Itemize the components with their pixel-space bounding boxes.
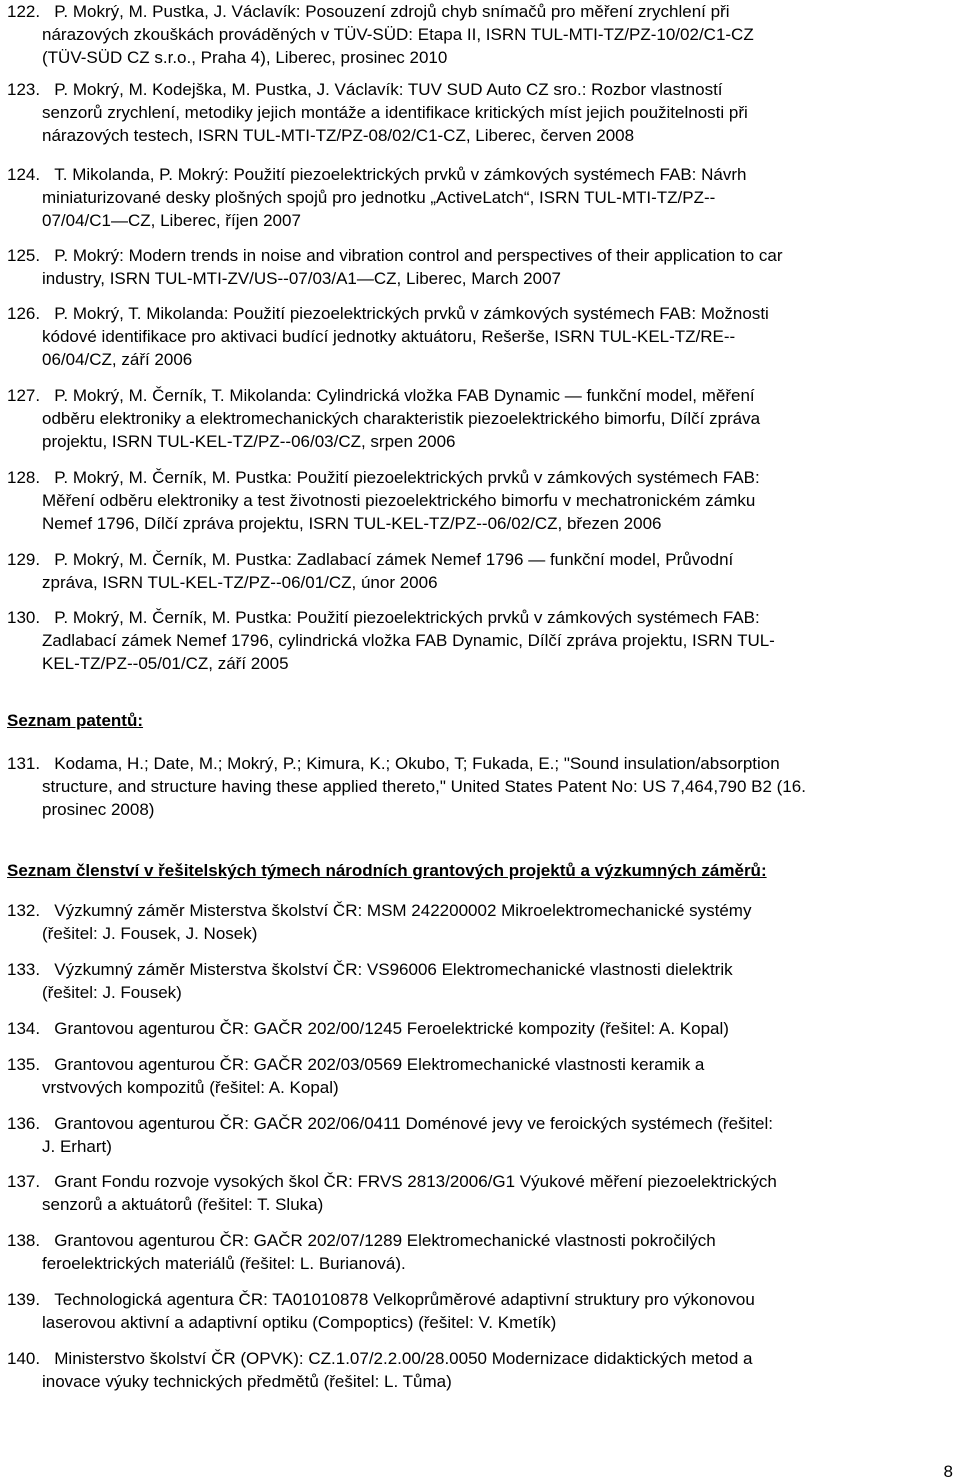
- reference-line: odběru elektroniky a elektromechanických charakteristik piezoelektrického bimorfu, Dílčí zpráva: [42, 409, 761, 428]
- section-heading-memberships: Seznam členství v řešitelských týmech národních grantových projektů a výzkumných záměrů:: [7, 861, 767, 880]
- reference-line: nárazových zkouškách prováděných v TÜV-SÜD: Etapa II, ISRN TUL-MTI-TZ/PZ-10/02/C1-CZ: [42, 25, 754, 44]
- reference-line: 06/04/CZ, září 2006: [42, 350, 193, 369]
- reference-140: [7, 1347, 957, 1393]
- reference-line: inovace výuky technických předmětů (řešitel: L. Tůma): [42, 1372, 452, 1391]
- reference-line: industry, ISRN TUL-MTI-ZV/US--07/03/A1—CZ, Liberec, March 2007: [42, 269, 561, 288]
- reference-line: senzorů a aktuátorů (řešitel: T. Sluka): [42, 1195, 324, 1214]
- reference-line: 122. P. Mokrý, M. Pustka, J. Václavík: Posouzení zdrojů chyb snímačů pro měření zrychlení při: [7, 2, 730, 21]
- reference-126: [7, 302, 957, 371]
- reference-line: zpráva, ISRN TUL-KEL-TZ/PZ--06/01/CZ, únor 2006: [42, 573, 438, 592]
- reference-line: 123. P. Mokrý, M. Kodejška, M. Pustka, J. Václavík: TUV SUD Auto CZ sro.: Rozbor vlastností: [7, 80, 723, 99]
- reference-line: 127. P. Mokrý, M. Černík, T. Mikolanda: Cylindrická vložka FAB Dynamic — funkční model, měření: [7, 386, 755, 405]
- reference-132: [7, 899, 957, 945]
- reference-122: [7, 0, 957, 69]
- reference-129: [7, 548, 957, 594]
- reference-line: feroelektrických materiálů (řešitel: L. Burianová).: [42, 1254, 406, 1273]
- reference-line: prosinec 2008): [42, 800, 155, 819]
- reference-124: [7, 163, 957, 232]
- reference-line: 07/04/C1—CZ, Liberec, říjen 2007: [42, 211, 301, 230]
- reference-line: laserovou aktivní a adaptivní optiku (Compoptics) (řešitel: V. Kmetík): [42, 1313, 557, 1332]
- reference-line: 140. Ministerstvo školství ČR (OPVK): CZ.1.07/2.2.00/28.0050 Modernizace didaktických metod a: [7, 1349, 753, 1368]
- reference-line: 129. P. Mokrý, M. Černík, M. Pustka: Zadlabací zámek Nemef 1796 — funkční model, Průvodní: [7, 550, 734, 569]
- reference-138: [7, 1229, 957, 1275]
- reference-134: [7, 1017, 957, 1040]
- reference-137: [7, 1170, 957, 1216]
- reference-line: vrstvových kompozitů (řešitel: A. Kopal): [42, 1078, 339, 1097]
- reference-line: 135. Grantovou agenturou ČR: GAČR 202/03/0569 Elektromechanické vlastnosti keramik a: [7, 1055, 705, 1074]
- reference-line: 131. Kodama, H.; Date, M.; Mokrý, P.; Kimura, K.; Okubo, T; Fukada, E.; "Sound insulation/absorption: [7, 754, 780, 773]
- reference-line: 133. Výzkumný záměr Misterstva školství ČR: VS96006 Elektromechanické vlastnosti dielektrik: [7, 960, 733, 979]
- reference-line: 139. Technologická agentura ČR: TA01010878 Velkoprůměrové adaptivní struktury pro výkonovou: [7, 1290, 755, 1309]
- reference-133: [7, 958, 957, 1004]
- reference-line: structure, and structure having these applied thereto," United States Patent No: US 7,464,790 B2 (16.: [42, 777, 806, 796]
- reference-line: Nemef 1796, Dílčí zpráva projektu, ISRN TUL-KEL-TZ/PZ--06/02/CZ, březen 2006: [42, 514, 662, 533]
- reference-line: kódové identifikace pro aktivaci budící jednotky aktuátoru, Rešerše, ISRN TUL-KEL-TZ/RE--: [42, 327, 736, 346]
- reference-line: Měření odběru elektroniky a test životnosti piezoelektrického bimorfu v mechatronickém zámku: [42, 491, 756, 510]
- page-number: 8: [943, 1462, 953, 1481]
- reference-130: [7, 606, 957, 675]
- reference-line: nárazových testech, ISRN TUL-MTI-TZ/PZ-08/02/C1-CZ, Liberec, červen 2008: [42, 126, 635, 145]
- reference-line: 125. P. Mokrý: Modern trends in noise and vibration control and perspectives of their application to car: [7, 246, 783, 265]
- reference-line: 132. Výzkumný záměr Misterstva školství ČR: MSM 242200002 Mikroelektromechanické systémy: [7, 901, 752, 920]
- reference-135: [7, 1053, 957, 1099]
- reference-128: [7, 466, 957, 535]
- reference-line: 126. P. Mokrý, T. Mikolanda: Použití piezoelektrických prvků v zámkových systémech FAB: Možnosti: [7, 304, 769, 323]
- reference-line: 130. P. Mokrý, M. Černík, M. Pustka: Použití piezoelektrických prvků v zámkových systémech FAB:: [7, 608, 760, 627]
- reference-line: J. Erhart): [42, 1137, 112, 1156]
- reference-123: [7, 78, 957, 147]
- reference-line: 138. Grantovou agenturou ČR: GAČR 202/07/1289 Elektromechanické vlastnosti pokročilých: [7, 1231, 716, 1250]
- reference-line: 136. Grantovou agenturou ČR: GAČR 202/06/0411 Doménové jevy ve feroických systémech (řešitel:: [7, 1114, 774, 1133]
- reference-line: 124. T. Mikolanda, P. Mokrý: Použití piezoelektrických prvků v zámkových systémech FAB: Návrh: [7, 165, 747, 184]
- reference-line: miniaturizované desky plošných spojů pro jednotku „ActiveLatch“, ISRN TUL-MTI-TZ/PZ--: [42, 188, 716, 207]
- reference-127: [7, 384, 957, 453]
- reference-136: [7, 1112, 957, 1158]
- reference-125: [7, 244, 957, 290]
- reference-line: (řešitel: J. Fousek): [42, 983, 182, 1002]
- reference-line: senzorů zrychlení, metodiky jejich montáže a identifikace kritických míst jejich použitelnosti při: [42, 103, 748, 122]
- reference-line: projektu, ISRN TUL-KEL-TZ/PZ--06/03/CZ, srpen 2006: [42, 432, 456, 451]
- reference-131: [7, 752, 957, 821]
- reference-line: (řešitel: J. Fousek, J. Nosek): [42, 924, 258, 943]
- reference-line: 137. Grant Fondu rozvoje vysokých škol ČR: FRVS 2813/2006/G1 Výukové měření piezoelektrických: [7, 1172, 777, 1191]
- reference-line: 134. Grantovou agenturou ČR: GAČR 202/00/1245 Feroelektrické kompozity (řešitel: A. Kopal): [7, 1019, 729, 1038]
- reference-line: Zadlabací zámek Nemef 1796, cylindrická vložka FAB Dynamic, Dílčí zpráva projektu, ISRN TUL-: [42, 631, 775, 650]
- reference-line: KEL-TZ/PZ--05/01/CZ, září 2005: [42, 654, 289, 673]
- reference-line: (TÜV-SÜD CZ s.r.o., Praha 4), Liberec, prosinec 2010: [42, 48, 448, 67]
- reference-line: 128. P. Mokrý, M. Černík, M. Pustka: Použití piezoelektrických prvků v zámkových systémech FAB:: [7, 468, 760, 487]
- reference-139: [7, 1288, 957, 1334]
- section-heading-patents: Seznam patentů:: [7, 711, 144, 730]
